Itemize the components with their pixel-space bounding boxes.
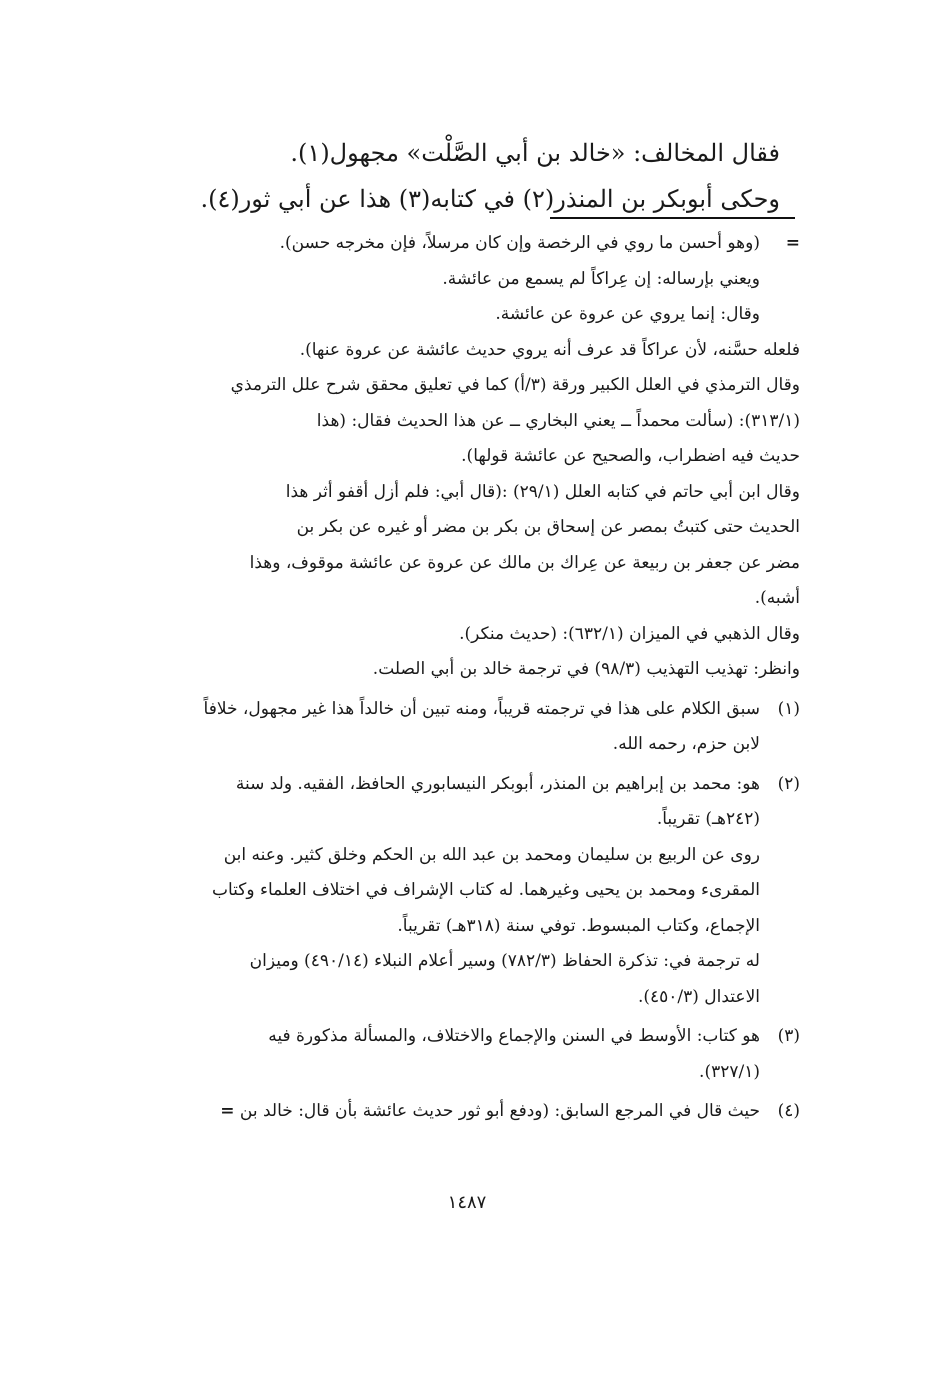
main-text-line: وحكى أبوبكر بن المنذر(٢) في كتابه(٣) هذا عن أبي ثور(٤).	[200, 185, 780, 213]
continuation-line: فلعله حسَّنه، لأن عراكاً قد عرف أنه يروي حديث عائشة عن عروة عنها).	[299, 339, 800, 360]
footnote-3-line: (٣٢٧/١).	[699, 1061, 760, 1082]
continuation-line: الحديث حتى كتبتُ بمصر عن إسحاق بن بكر بن مضر أو غيره عن بكر بن	[296, 517, 800, 537]
main-text-block	[150, 130, 780, 222]
footnote-2-line: المقرىء ومحمد بن يحيى وغيرهما. له كتاب الإشراف في اختلاف العلماء وكتاب	[211, 880, 760, 900]
footnote-3-line: (٣)هو كتاب: الأوسط في السنن والإجماع والاختلاف، والمسألة مذكورة فيه	[120, 1019, 800, 1055]
continuation-line: وانظر: تهذيب التهذيب (٩٨/٣) في ترجمة خالد بن أبي الصلت.	[372, 659, 800, 679]
footnote-number: (٣)	[777, 1026, 800, 1046]
footnote-number: (١)	[777, 698, 800, 719]
footnotes-block	[120, 226, 800, 1130]
continuation-marker: =	[785, 233, 800, 253]
continuation-line: وقال ابن أبي حاتم في كتابه العلل (٢٩/١) :(قال أبي: فلم أزل أقفو أثر هذا	[285, 481, 800, 502]
continuation-line: (٣١٣/١): (سألت محمداً ــ يعني البخاري ــ عن هذا الحديث فقال: (هذا	[316, 410, 800, 431]
footnote-number: (٤)	[777, 1101, 800, 1121]
footnote-2-line: له ترجمة في: تذكرة الحفاظ (٧٨٢/٣) وسير أعلام النبلاء (٤٩٠/١٤) وميزان	[249, 951, 760, 971]
footnote-number: (٢)	[777, 773, 800, 794]
footnote-2-line: (٢٤٢هـ) تقريباً.	[656, 809, 760, 829]
continuation-line: مضر عن جعفر بن ربيعة عن عِراك بن مالك عن عروة عن عائشة موقوف، وهذا	[249, 552, 800, 573]
continuation-line: وقال الترمذي في العلل الكبير ورقة (٣/أ) كما في تعليق محقق شرح علل الترمذي	[230, 375, 800, 395]
footnote-2-line: روى عن الربيع بن سليمان ومحمد بن عبد الله بن الحكم وخلق كثير. وعنه ابن	[223, 844, 760, 865]
footnote-4-line: (٤)حيث قال في المرجع السابق: (ودفع أبو ثور حديث عائشة بأن قال: خالد بن =	[120, 1094, 800, 1130]
footnote-2-line: (٢)هو: محمد بن إبراهيم بن المنذر، أبوبكر النيسابوري الحافظ، الفقيه. ولد سنة	[120, 767, 800, 803]
footnote-2-line: الإجماع، وكتاب المبسوط. توفي سنة (٣١٨هـ) تقريباً.	[397, 915, 760, 936]
footnote-separator	[550, 217, 795, 219]
continuation-line: أشبه).	[754, 588, 800, 608]
continuation-line: ويعني بإرساله: إن عِراكاً لم يسمع من عائشة.	[442, 268, 760, 289]
footnote-1-line: لابن حزم، رحمه الله.	[612, 734, 760, 754]
continues-next-page-marker: =	[220, 1101, 235, 1121]
footnote-2-line: الاعتدال (٤٥٠/٣).	[637, 986, 760, 1007]
continuation-line: وقال: إنما يروي عن عروة عن عائشة.	[495, 304, 760, 324]
footnote-1-line: (١)سبق الكلام على هذا في ترجمته قريباً، ومنه تبين أن خالداً هذا غير مجهول، خلافاً	[120, 692, 800, 728]
continuation-line: =(وهو أحسن ما روي في الرخصة وإن كان مرسلاً، فإن مخرجه حسن).	[120, 226, 800, 262]
continuation-line: حديث فيه اضطراب، والصحيح عن عائشة قولها).	[461, 446, 800, 466]
page-number: ١٤٨٧	[447, 1192, 487, 1213]
continuation-line: وقال الذهبي في الميزان (٦٣٢/١): (حديث منكر).	[459, 623, 800, 644]
main-text-line: فقال المخالف: «خالد بن أبي الصَّلْت» مجهول(١).	[290, 139, 780, 167]
